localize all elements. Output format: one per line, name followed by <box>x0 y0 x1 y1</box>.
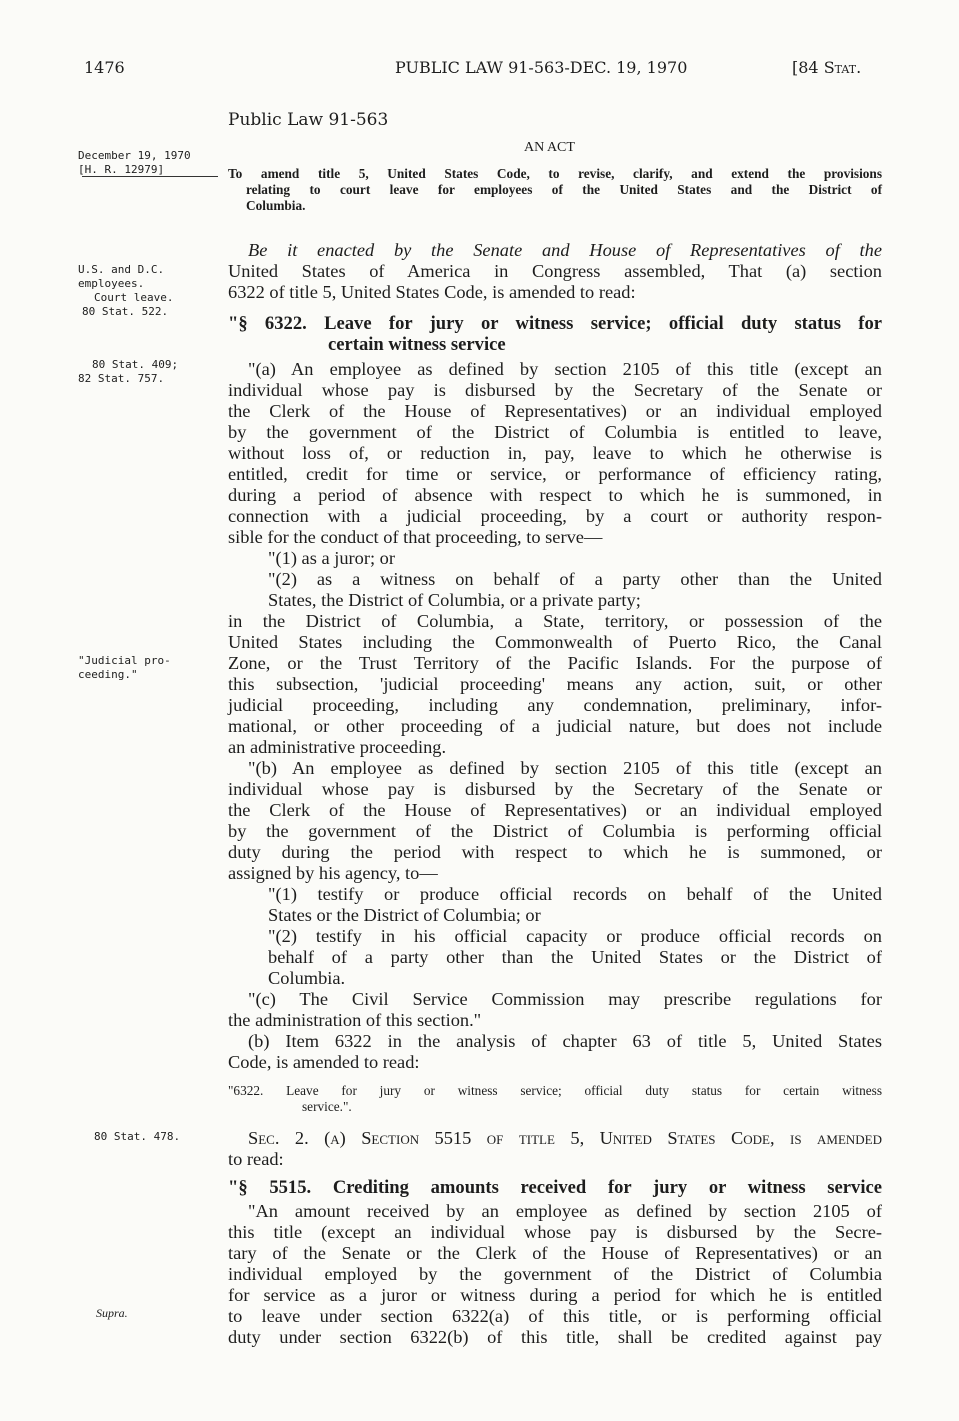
summary-line: Columbia. <box>246 198 306 213</box>
margin-line: 80 Stat. 522. <box>82 305 169 318</box>
section-5515-text <box>228 1201 882 1348</box>
paragraph-line: entitled, credit for time or service, or performance of efficiency rating, <box>228 464 882 484</box>
paragraph-line: for service as a juror or witness during a period for which he is entitled <box>228 1285 882 1305</box>
paragraph-line: individual whose pay is disbursed by the Secretary of the Senate or <box>228 779 882 799</box>
enacting-clause <box>228 240 882 303</box>
analysis-line: service.". <box>302 1099 352 1114</box>
section-5515-heading <box>228 1177 882 1198</box>
margin-judicial-note <box>78 654 218 682</box>
paragraph-line: an administrative proceeding. <box>228 737 447 757</box>
paragraph-line: duty under section 6322(b) of this title, shall be credited against pay <box>228 1327 882 1347</box>
paragraph-item: behalf of a party other than the United States or the District of <box>268 947 882 967</box>
margin-date-note <box>78 149 218 177</box>
paragraph-line: "(c) The Civil Service Commission may prescribe regulations for <box>248 989 882 1009</box>
margin-line: employees. <box>78 277 145 290</box>
paragraph-line: in the District of Columbia, a State, territory, or possession of the <box>228 611 882 631</box>
volume-reference: [84 Stat. <box>792 58 862 77</box>
enacting-line: 6322 of title 5, United States Code, is amended to read: <box>228 282 636 302</box>
heading-line: "§ 5515. Crediting amounts received for jury or witness service <box>228 1177 882 1198</box>
paragraph-line: the administration of this section." <box>228 1010 482 1030</box>
paragraph-line: individual whose pay is disbursed by the Secretary of the Senate or <box>228 380 882 400</box>
public-law-title: Public Law 91-563 <box>228 110 389 130</box>
margin-supra-note: Supra. <box>96 1306 128 1320</box>
margin-line: ceeding." <box>78 668 138 681</box>
margin-line: Court leave. <box>94 291 174 304</box>
margin-line: "Judicial pro- <box>78 654 171 667</box>
paragraph-line: by the government of the District of Columbia is entitled to leave, <box>228 422 882 442</box>
margin-line: 82 Stat. 757. <box>78 372 165 385</box>
paragraph-item: States, the District of Columbia, or a private party; <box>268 590 641 610</box>
paragraph-line: during a period of absence with respect to which he is summoned, in <box>228 485 882 505</box>
paragraph-line: (b) Item 6322 in the analysis of chapter 63 of title 5, United States <box>248 1031 882 1051</box>
paragraph-item: "(1) testify or produce official records on behalf of the United <box>268 884 882 904</box>
paragraph-line: to leave under section 6322(a) of this title, or is performing official <box>228 1306 882 1326</box>
margin-rule <box>82 176 218 177</box>
enacting-line: United States of America in Congress assembled, That (a) section <box>228 261 882 281</box>
paragraph-line: without loss of, or reduction in, pay, leave to which he otherwise is <box>228 443 882 463</box>
paragraph-item: "(1) as a juror; or <box>268 548 396 568</box>
paragraph-line: to read: <box>228 1149 284 1169</box>
analysis-line: "6322. Leave for jury or witness service; official duty status for certain witness <box>228 1083 882 1098</box>
heading-line: certain witness service <box>328 334 506 355</box>
enacting-line: Be it enacted by the Senate and House of Representatives of the <box>248 240 882 260</box>
heading-line: "§ 6322. Leave for jury or witness service; official duty status for <box>228 313 882 334</box>
paragraph-line: assigned by his agency, to— <box>228 863 438 883</box>
paragraph-line: "An amount received by an employee as defined by section 2105 of <box>248 1201 882 1221</box>
paragraph-line: tary of the Senate or the Clerk of the House of Representatives) or an <box>228 1243 882 1263</box>
paragraph-a <box>228 359 882 758</box>
running-title: PUBLIC LAW 91-563-DEC. 19, 1970 <box>395 58 688 77</box>
paragraph-line: this title (except an individual whose pay is disbursed by the Secre- <box>228 1222 882 1242</box>
paragraph-line: mational, or other proceeding of a judicial nature, but does not include <box>228 716 882 736</box>
margin-line: U.S. and D.C. <box>78 263 165 276</box>
act-summary <box>228 166 882 214</box>
summary-line: relating to court leave for employees of the United States and the District of <box>246 182 882 197</box>
paragraph-line: the Clerk of the House of Representatives) or an individual employed <box>228 800 882 820</box>
paragraph-line: Code, is amended to read: <box>228 1052 420 1072</box>
paragraph-line: Sec. 2. (a) Section 5515 of title 5, United States Code, is amended <box>248 1128 882 1148</box>
paragraph-line: judicial proceeding, including any condemnation, preliminary, infor- <box>228 695 882 715</box>
paragraph-item: "(2) testify in his official capacity or produce official records on <box>268 926 882 946</box>
paragraph-line: by the government of the District of Columbia is performing official <box>228 821 882 841</box>
margin-bill: [H. R. 12979] <box>78 163 165 176</box>
margin-date: December 19, 1970 <box>78 149 191 162</box>
paragraph-line: connection with a judicial proceeding, by a court or authority respon- <box>228 506 882 526</box>
summary-line: To amend title 5, United States Code, to revise, clarify, and extend the provisions <box>228 166 882 181</box>
paragraph-line: sible for the conduct of that proceeding, to serve— <box>228 527 603 547</box>
analysis-item <box>228 1083 882 1115</box>
paragraph-line: Zone, or the Trust Territory of the Pacific Islands. For the purpose of <box>228 653 882 673</box>
margin-stat-note <box>78 358 218 386</box>
margin-stat478-note: 80 Stat. 478. <box>94 1130 181 1143</box>
an-act-heading: AN ACT <box>524 140 575 155</box>
paragraph-line: "(a) An employee as defined by section 2105 of this title (except an <box>248 359 882 379</box>
paragraph-c <box>228 989 882 1073</box>
paragraph-line: individual employed by the government of the District of Columbia <box>228 1264 882 1284</box>
section-2-intro <box>228 1128 882 1170</box>
paragraph-b <box>228 758 882 989</box>
paragraph-line: duty during the period with respect to which he is summoned, or <box>228 842 882 862</box>
margin-line: 80 Stat. 409; <box>92 358 179 371</box>
section-6322-heading <box>228 313 882 355</box>
paragraph-line: "(b) An employee as defined by section 2105 of this title (except an <box>248 758 882 778</box>
paragraph-item: "(2) as a witness on behalf of a party other than the United <box>268 569 882 589</box>
paragraph-line: United States including the Commonwealth of Puerto Rico, the Canal <box>228 632 882 652</box>
margin-topic-note <box>78 263 218 319</box>
paragraph-line: the Clerk of the House of Representatives) or an individual employed <box>228 401 882 421</box>
paragraph-item: Columbia. <box>268 968 346 988</box>
page-number: 1476 <box>84 58 125 77</box>
paragraph-line: this subsection, 'judicial proceeding' means any action, suit, or other <box>228 674 882 694</box>
paragraph-item: States or the District of Columbia; or <box>268 905 541 925</box>
